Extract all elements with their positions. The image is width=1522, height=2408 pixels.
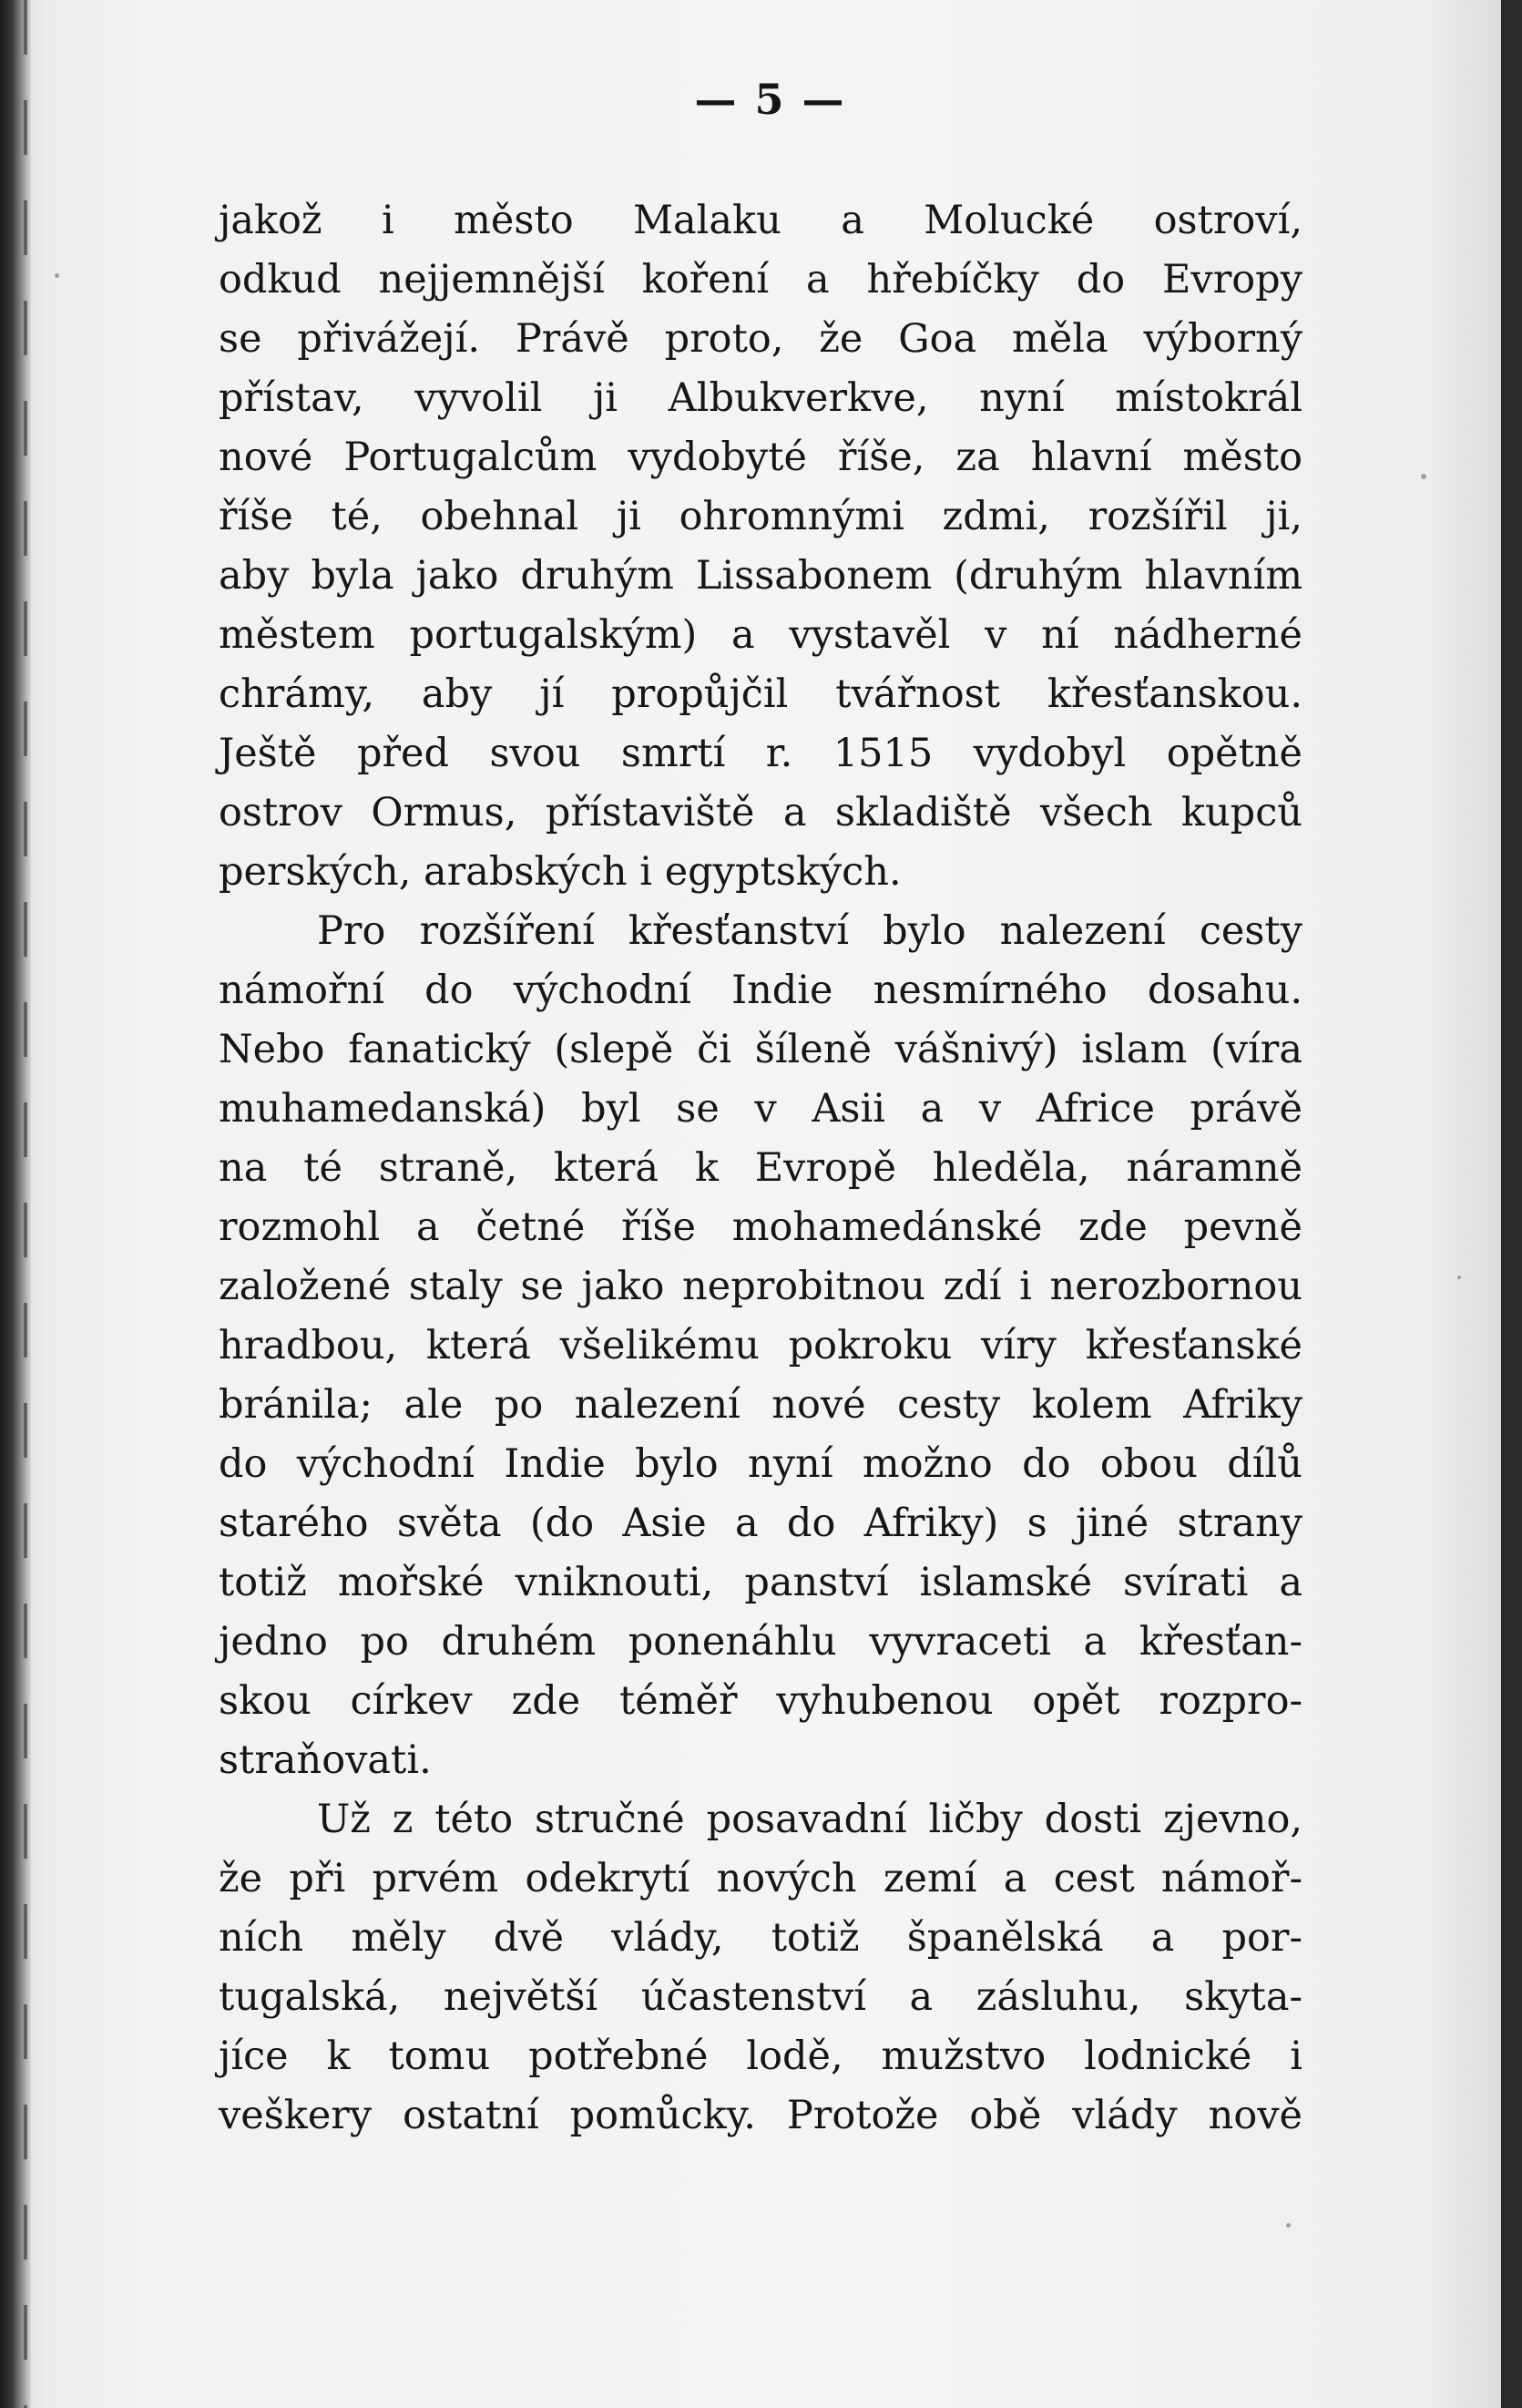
- body-text: [219, 191, 1302, 2146]
- text-line: chrámy, aby jí propůjčil tvářnost křesťanskou.: [219, 671, 1302, 717]
- text-line: totiž mořské vniknouti, panství islamské svírati a: [219, 1560, 1302, 1605]
- text-line: jíce k tomu potřebné lodě, mužstvo lodnické i: [219, 2034, 1302, 2079]
- text-line: Ještě před svou smrtí r. 1515 vydobyl opětně: [219, 731, 1302, 776]
- text-line: ních měly dvě vlády, totiž španělská a por-: [219, 1915, 1302, 1961]
- text-line: ostrov Ormus, přístaviště a skladiště všech kupců: [219, 790, 1302, 835]
- paper-speck: [1421, 474, 1426, 479]
- page-number: — 5 —: [694, 75, 846, 124]
- text-line: na té straně, která k Evropě hleděla, náramně: [219, 1145, 1302, 1191]
- text-line: perských, arabských i egyptských.: [219, 849, 902, 895]
- text-line: tugalská, největší účastenství a zásluhu, skyta-: [219, 1974, 1302, 2020]
- text-line: se přivážejí. Právě proto, že Goa měla výborný: [219, 316, 1302, 362]
- text-line: aby byla jako druhým Lissabonem (druhým hlavním: [219, 553, 1302, 599]
- text-line: jedno po druhém ponenáhlu vyvraceti a křesťan-: [219, 1619, 1302, 1665]
- text-line: odkud nejjemnější koření a hřebíčky do Evropy: [219, 257, 1302, 302]
- text-line: Už z této stručné posavadní ličby dosti zjevno,: [317, 1797, 1302, 1842]
- text-line: jakož i město Malaku a Molucké ostroví,: [219, 198, 1302, 243]
- text-line: že při prvém odekrytí nových zemí a cest námoř-: [219, 1856, 1302, 1901]
- page-binding-edge: [0, 0, 31, 2408]
- text-line: skou církev zde téměř vyhubenou opět rozpro-: [219, 1678, 1302, 1724]
- paper-speck: [1286, 2223, 1291, 2228]
- text-line: námořní do východní Indie nesmírného dosahu.: [219, 968, 1302, 1013]
- text-line: Nebo fanatický (slepě či šíleně vášnivý) islam (víra: [219, 1027, 1302, 1072]
- paper-speck: [55, 273, 59, 278]
- text-line: do východní Indie bylo nyní možno do obou dílů: [219, 1441, 1302, 1487]
- text-line: muhamedanská) byl se v Asii a v Africe právě: [219, 1086, 1302, 1132]
- text-line: přístav, vyvolil ji Albukverkve, nyní místokrál: [219, 375, 1302, 421]
- text-line: nové Portugalcům vydobyté říše, za hlavní město: [219, 435, 1302, 480]
- text-line: založené staly se jako neprobitnou zdí i nerozbornou: [219, 1264, 1302, 1309]
- text-line: straňovati.: [219, 1737, 432, 1783]
- text-line: Pro rozšíření křesťanství bylo nalezení cesty: [317, 908, 1302, 954]
- text-line: bránila; ale po nalezení nové cesty kolem Afriky: [219, 1382, 1302, 1428]
- text-line: rozmohl a četné říše mohamedánské zde pevně: [219, 1204, 1302, 1250]
- text-line: říše té, obehnal ji ohromnými zdmi, rozšířil ji,: [219, 494, 1302, 539]
- text-line: hradbou, která všelikému pokroku víry křesťanské: [219, 1323, 1302, 1368]
- paper-speck: [1457, 1276, 1461, 1279]
- text-line: veškery ostatní pomůcky. Protože obě vlády nově: [219, 2093, 1302, 2138]
- text-line: městem portugalským) a vystavěl v ní nádherné: [219, 612, 1302, 658]
- text-line: starého světa (do Asie a do Afriky) s jiné strany: [219, 1501, 1302, 1546]
